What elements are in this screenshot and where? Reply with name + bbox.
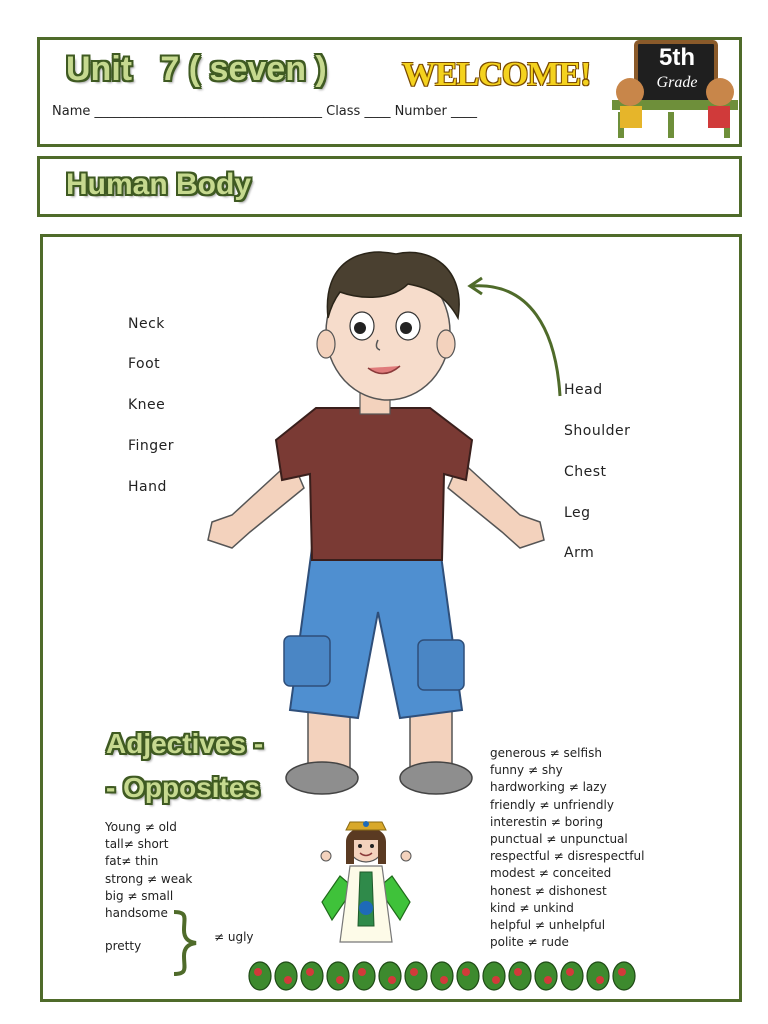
body-part-neck: Neck [128,316,165,332]
body-part-finger: Finger [128,438,175,454]
body-part-chest: Chest [564,464,607,480]
adjective-pair: respectful ≠ disrespectful [490,849,645,864]
adjective-pair: kind ≠ unkind [490,900,574,915]
cartoon-character-illustration [316,816,416,946]
body-part-shoulder: Shoulder [564,423,631,439]
body-part-knee: Knee [128,397,166,413]
olive-border-decoration [246,958,646,998]
body-part-hand: Hand [128,479,167,495]
body-part-arm: Arm [564,545,595,561]
unit-title: Unit 7 ( seven ) [66,50,327,88]
adjective-pair: friendly ≠ unfriendly [490,797,614,812]
adjective-pair: punctual ≠ unpunctual [490,831,628,846]
body-part-leg: Leg [564,505,591,521]
section-title: Human Body [66,168,252,201]
adjective-pair: helpful ≠ unhelpful [490,917,606,932]
adjective-pair: fat≠ thin [105,854,159,869]
adjective-pair: tall≠ short [105,837,169,852]
adjective-pair: interestin ≠ boring [490,814,604,829]
adjective-pair: big ≠ small [105,888,174,903]
adjective-pair: polite ≠ rude [490,935,569,950]
adjective-pair: Young ≠ old [105,820,177,834]
adjectives-title-line2: - Opposites [106,772,261,803]
adjectives-left-list [105,819,192,922]
badge-number: 5th [659,44,695,71]
adjective-pair: generous ≠ selfish [490,746,602,760]
body-part-head: Head [564,382,603,398]
adjectives-title-line1: Adjectives - [106,728,264,759]
name-class-number-line: Name ___________________________________ Class ____ Number ____ [52,104,477,119]
adjective-pretty: pretty [105,939,142,953]
brace-icon [170,908,210,978]
adjectives-right-list [490,745,644,951]
adjective-pair: honest ≠ dishonest [490,883,607,898]
adjective-pair: strong ≠ weak [105,871,193,886]
adjective-pair: modest ≠ conceited [490,866,612,881]
adjective-pair: hardworking ≠ lazy [490,780,607,795]
welcome-banner: WELCOME! [402,56,591,93]
body-part-foot: Foot [128,356,161,372]
badge-grade-text: Grade [656,74,698,91]
adjective-pair: handsome [105,905,168,920]
adjective-pair: funny ≠ shy [490,763,563,778]
adjective-ugly: ≠ ugly [214,930,254,944]
